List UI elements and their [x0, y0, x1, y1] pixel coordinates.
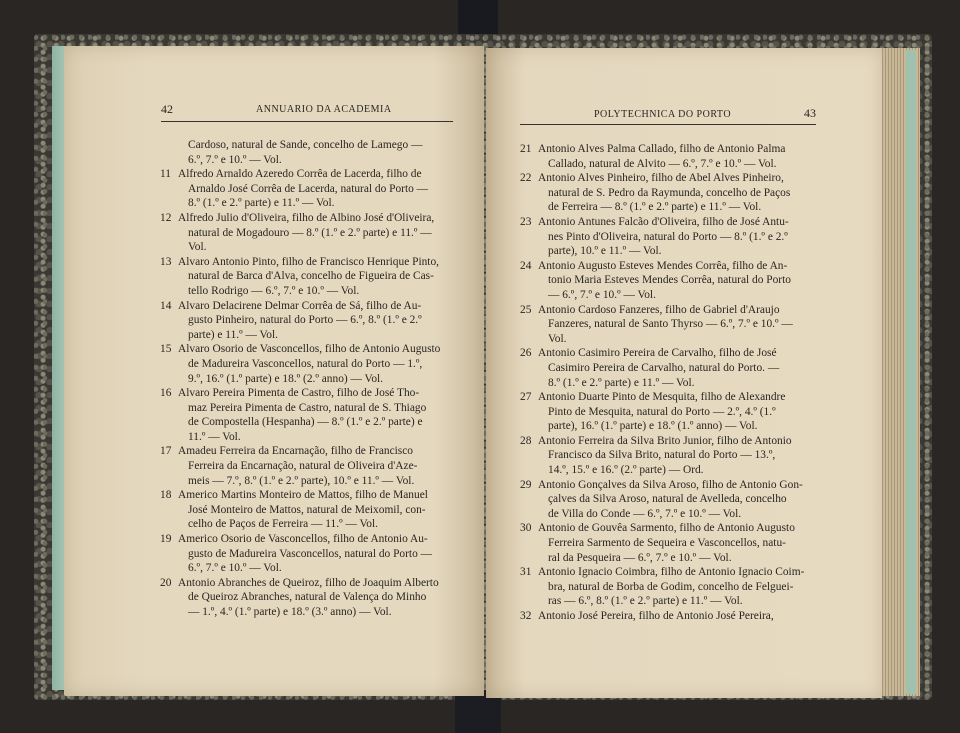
entry-line: 6.º, 7.º e 10.º — Vol.: [188, 153, 282, 166]
entry-line: Antonio Abranches de Queiroz, filho de Joaquim Alberto: [178, 576, 439, 589]
entry-line: parte), 10.º e 11.º — Vol.: [548, 245, 662, 258]
list-item: [520, 390, 820, 434]
entry-number: 17: [160, 445, 172, 458]
entry-number: 30: [520, 522, 532, 535]
list-item: [520, 215, 820, 259]
list-item: [520, 142, 820, 171]
entry-line: Antonio Antunes Falcão d'Oliveira, filho de José Antu-: [538, 215, 789, 228]
entry-line: 8.º (1.º e 2.º parte) e 11.º — Vol.: [548, 376, 695, 389]
right-page-edge: [906, 50, 916, 694]
entry-line: Alvaro Pereira Pimenta de Castro, filho de José Tho-: [178, 387, 420, 400]
entry-number: 26: [520, 347, 532, 360]
entry-line: — 6.º, 7.º e 10.º — Vol.: [548, 288, 656, 301]
entry-line: nes Pinto d'Oliveira, natural do Porto — 8.º (1.º e 2.º: [548, 230, 788, 243]
list-item: [160, 386, 460, 444]
entry-number: 25: [520, 303, 532, 316]
entry-line: natural de Barca d'Alva, concelho de Figueira de Cas-: [188, 270, 434, 283]
entry-number: 27: [520, 391, 532, 404]
entry-line: de Villa do Conde — 6.º, 7.º e 10.º — Vol.: [548, 507, 742, 520]
entry-line: natural de S. Pedro da Raymunda, concelho de Paços: [548, 186, 791, 199]
list-item: [520, 478, 820, 522]
entry-number: 16: [160, 387, 172, 400]
entry-line: 9.º, 16.º (1.º parte) e 18.º (2.º anno) — Vol.: [188, 372, 384, 385]
entry-number: 32: [520, 610, 532, 622]
list-item: [520, 171, 820, 215]
entry-line: Antonio Duarte Pinto de Mesquita, filho de Alexandre: [538, 391, 786, 404]
entry-line: Americo Martins Monteiro de Mattos, filho de Manuel: [178, 489, 428, 502]
entry-line: de Madureira Vasconcellos, natural do Porto — 1.º,: [188, 357, 423, 370]
entry-line: Antonio Ferreira da Silva Brito Junior, filho de Antonio: [538, 434, 792, 447]
entry-line: 8.º (1.º e 2.º parte) e 11.º — Vol.: [188, 197, 335, 210]
entry-line: Callado, natural de Alvito — 6.º, 7.º e 10.º — Vol.: [548, 157, 777, 170]
right-entry-list: [520, 142, 820, 624]
right-page: [486, 48, 882, 698]
entry-line: 11.º — Vol.: [188, 430, 241, 443]
entry-number: 20: [160, 576, 172, 589]
entry-line: Antonio Ignacio Coimbra, filho de Antonio Ignacio Coim-: [538, 566, 805, 579]
entry-line: Antonio Casimiro Pereira de Carvalho, filho de José: [538, 347, 777, 360]
entry-number: 11: [160, 168, 171, 181]
entry-line: Ferreira Sarmento de Sequeira e Vasconcellos, natu-: [548, 537, 786, 550]
right-page-number: 43: [804, 106, 816, 120]
list-item: [160, 576, 460, 620]
entry-line: tello Rodrigo — 6.º, 7.º e 10.º — Vol.: [188, 284, 360, 297]
entry-line: ras — 6.º, 8.º (1.º e 2.º parte) e 11.º — Vol.: [548, 595, 743, 608]
entry-line: de Queiroz Abranches, natural de Valença do Minho: [188, 591, 427, 604]
entry-line: Alvaro Delacirene Delmar Corrêa de Sá, filho de Au-: [178, 299, 422, 312]
entry-number: 18: [160, 489, 172, 502]
entry-line: 6.º, 7.º e 10.º — Vol.: [188, 562, 282, 575]
list-item: [520, 434, 820, 478]
entry-number: 31: [520, 566, 532, 579]
entry-line: Pinto de Mesquita, natural do Porto — 2.º, 4.º (1.º: [548, 405, 776, 418]
entry-line: Vol.: [188, 241, 207, 254]
entry-line: Alvaro Antonio Pinto, filho de Francisco Henrique Pinto,: [178, 255, 440, 268]
list-item: [160, 211, 460, 255]
entry-line: Arnaldo José Corrêa de Lacerda, natural do Porto —: [188, 182, 429, 195]
entry-number: 14: [160, 299, 172, 312]
list-item: [520, 521, 820, 565]
left-entry-list: [160, 138, 460, 620]
left-page: [64, 46, 484, 696]
entry-number: 23: [520, 215, 532, 228]
entry-line: de Ferreira — 8.º (1.º e 2.º parte) e 11.º — Vol.: [548, 201, 762, 214]
list-item: [160, 488, 460, 532]
list-item: [160, 299, 460, 343]
right-running-head: POLYTECHNICA DO PORTO: [594, 109, 732, 120]
entry-number: 29: [520, 478, 532, 491]
entry-line: Antonio Alves Pinheiro, filho de Abel Alves Pinheiro,: [538, 172, 784, 185]
entry-line: meis — 7.º, 8.º (1.º e 2.º parte), 10.º e 11.º — Vol.: [188, 474, 415, 487]
entry-line: maz Pereira Pimenta de Castro, natural de S. Thiago: [188, 401, 427, 414]
entry-line: Alfredo Arnaldo Azeredo Corrêa de Lacerda, filho de: [178, 168, 422, 181]
list-item: [160, 167, 460, 211]
entry-line: bra, natural de Borba de Godim, concelho de Felguei-: [548, 580, 794, 593]
entry-line: Casimiro Pereira de Carvalho, natural do Porto. —: [548, 361, 780, 374]
entry-line: — 1.º, 4.º (1.º parte) e 18.º (3.º anno) — Vol.: [188, 606, 392, 618]
entry-line: Amadeu Ferreira da Encarnação, filho de Francisco: [178, 445, 413, 458]
entry-number: 28: [520, 434, 532, 447]
left-header-rule: [161, 121, 453, 122]
entry-line: 14.º, 15.º e 16.º (2.º parte) — Ord.: [548, 464, 704, 477]
entry-number: 12: [160, 211, 172, 224]
entry-line: Antonio Cardoso Fanzeres, filho de Gabriel d'Araujo: [538, 303, 780, 316]
list-item: [520, 346, 820, 390]
entry-line: Americo Osorio de Vasconcellos, filho de Antonio Au-: [178, 533, 428, 546]
entry-line: Antonio Gonçalves da Silva Aroso, filho de Antonio Gon-: [538, 478, 803, 491]
entry-line: Vol.: [548, 332, 567, 345]
entry-line: José Monteiro de Mattos, natural de Meixomil, con-: [188, 503, 426, 516]
entry-line: Cardoso, natural de Sande, concelho de Lamego —: [188, 139, 423, 151]
entry-number: 19: [160, 533, 172, 546]
entry-line: Antonio de Gouvêa Sarmento, filho de Antonio Augusto: [538, 522, 795, 535]
left-running-head: ANNUARIO DA ACADEMIA: [256, 104, 392, 115]
entry-line: parte) e 11.º — Vol.: [188, 328, 278, 341]
list-item: [160, 532, 460, 576]
entry-line: Fanzeres, natural de Santo Thyrso — 6.º, 7.º e 10.º —: [548, 318, 793, 331]
entry-number: 13: [160, 255, 172, 268]
list-item: [160, 255, 460, 299]
entry-number: 22: [520, 172, 532, 185]
entry-line: Alvaro Osorio de Vasconcellos, filho de Antonio Augusto: [178, 343, 441, 356]
right-header-rule: [520, 124, 816, 125]
entry-line: Alfredo Julio d'Oliveira, filho de Albino José d'Oliveira,: [178, 211, 435, 224]
entry-line: Antonio José Pereira, filho de Antonio José Pereira,: [538, 610, 774, 622]
entry-line: gusto de Madureira Vasconcellos, natural do Porto —: [188, 547, 433, 560]
entry-number: 15: [160, 343, 172, 356]
list-item: [520, 259, 820, 303]
list-item: [160, 342, 460, 386]
entry-line: ral da Pesqueira — 6.º, 7.º e 10.º — Vol.: [548, 551, 732, 564]
entry-line: Antonio Augusto Esteves Mendes Corrêa, filho de An-: [538, 259, 788, 272]
entry-line: Ferreira da Encarnação, natural de Oliveira d'Aze-: [188, 460, 418, 473]
entry-line: Antonio Alves Palma Callado, filho de Antonio Palma: [538, 143, 786, 155]
list-item: [520, 609, 820, 624]
list-item: [160, 444, 460, 488]
entry-line: Francisco da Silva Brito, natural do Porto — 13.º,: [548, 449, 776, 462]
entry-line: tonio Maria Esteves Mendes Corrêa, natural do Porto: [548, 274, 791, 287]
entry-line: çalves da Silva Aroso, natural de Avelleda, concelho: [548, 493, 787, 506]
entry-number: 21: [520, 143, 532, 155]
left-page-number: 42: [161, 102, 173, 116]
entry-line: celho de Paços de Ferreira — 11.º — Vol.: [188, 518, 378, 531]
list-item: [520, 565, 820, 609]
entry-line: parte), 16.º (1.º parte) e 18.º (1.º anno) — Vol.: [548, 420, 758, 433]
entry-line: de Compostella (Hespanha) — 8.º (1.º e 2.º parte) e: [188, 416, 423, 429]
entry-line: gusto Pinheiro, natural do Porto — 6.º, 8.º (1.º e 2.º: [188, 314, 422, 327]
list-item: [520, 303, 820, 347]
entry-number: 24: [520, 259, 532, 272]
list-item: [160, 138, 460, 167]
entry-line: natural de Mogadouro — 8.º (1.º e 2.º parte) e 11.º —: [188, 226, 432, 239]
